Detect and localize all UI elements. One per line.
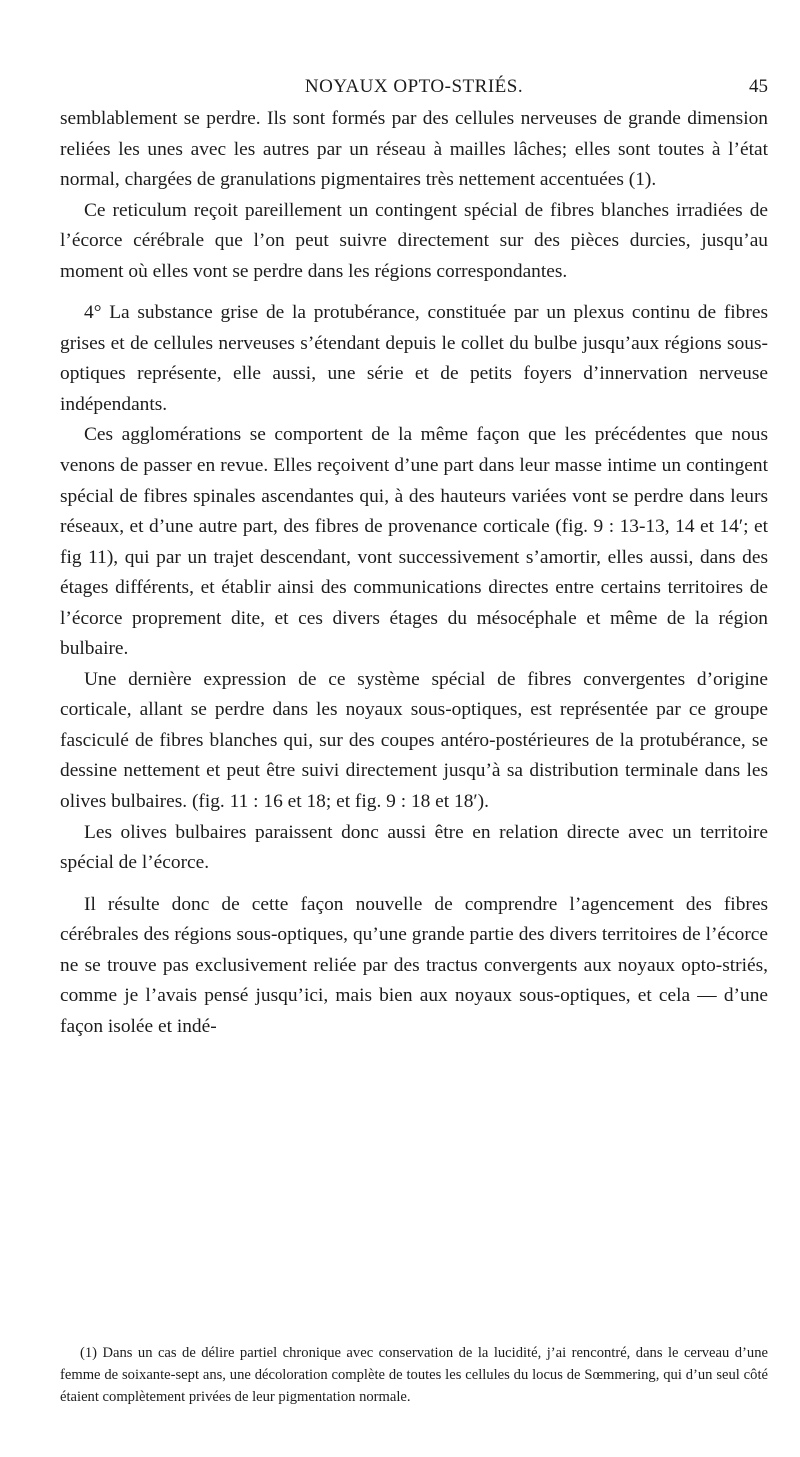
paragraph-1: semblablement se perdre. Ils sont formés par des cellules nerveuses de grande dimension reliées les unes avec les autres par un réseau à mailles lâches; elles sont toutes à l’état normal, chargées de granulations pigmentaires très nettement accentuées (1). <box>60 108 768 191</box>
paragraph-2: Ce reticulum reçoit pareillement un contingent spécial de fibres blanches irradiées de l’écorce cérébrale que l’on peut suivre directement sur des pièces durcies, jusqu’au moment où elles vont se perdre dans les régions correspondantes. <box>60 199 768 282</box>
paragraph-5: Une dernière expression de ce système spécial de fibres convergentes d’origine corticale, allant se perdre dans les noyaux sous-optiques, est représentée par ce groupe fasciculé de fibres blanches qui, sur des coupes antéro-postérieures de la protubérance, se dessine nettement et peut être suivi directement jusqu’à sa distribution terminale dans les olives bulbaires. (fig. 11 : 16 et 18; et fig. 9 : 18 et 18′). <box>60 668 768 813</box>
page-number: 45 <box>749 76 768 97</box>
paragraph-4: Ces agglomérations se comportent de la même façon que les précédentes que nous venons de passer en revue. Elles reçoivent d’une part dans leur masse intime un contingent spécial de fibres spinales ascendantes qui, à des hauteurs variées vont se perdre dans leurs réseaux, et d’une autre part, des fibres de provenance corticale (fig. 9 : 13-13, 14 et 14′; et fig 11), qui par un trajet descendant, vont successivement s’amortir, elles aussi, dans des étages différents, et établir ainsi des communications directes entre certains territoires de l’écorce proprement dite, et ces divers étages du mésocéphale et même de la région bulbaire. <box>60 424 768 660</box>
body-text <box>60 104 768 1042</box>
paragraph-7: Il résulte donc de cette façon nouvelle de comprendre l’agencement des fibres cérébrales des régions sous-optiques, qu’une grande partie des divers territoires de l’écorce ne se trouve pas exclusivement reliée par des tractus convergents aux noyaux opto-striés, comme je l’avais pensé jusqu’ici, mais bien aux noyaux sous-optiques, et cela — d’une façon isolée et indé- <box>60 893 768 1037</box>
running-head <box>60 74 768 100</box>
footnote: (1) Dans un cas de délire partiel chronique avec conservation de la lucidité, j’ai rencontré, dans le cerveau d’une femme de soixante-sept ans, une décoloration complète de toutes les cellules du locus de Sœmmering, qui d’un seul côté étaient complètement privées de leur pigmentation normale. <box>60 1345 768 1405</box>
paragraph-3: 4° La substance grise de la protubérance, constituée par un plexus continu de fibres grises et de cellules nerveuses s’étendant depuis le collet du bulbe jusqu’aux régions sous-optiques représente, elle aussi, une série et de petits foyers d’innervation nerveuse indépendants. <box>60 302 768 415</box>
paragraph-6: Les olives bulbaires paraissent donc aussi être en relation directe avec un territoire spécial de l’écorce. <box>60 821 768 874</box>
running-title: NOYAUX OPTO-STRIÉS. <box>304 76 524 97</box>
